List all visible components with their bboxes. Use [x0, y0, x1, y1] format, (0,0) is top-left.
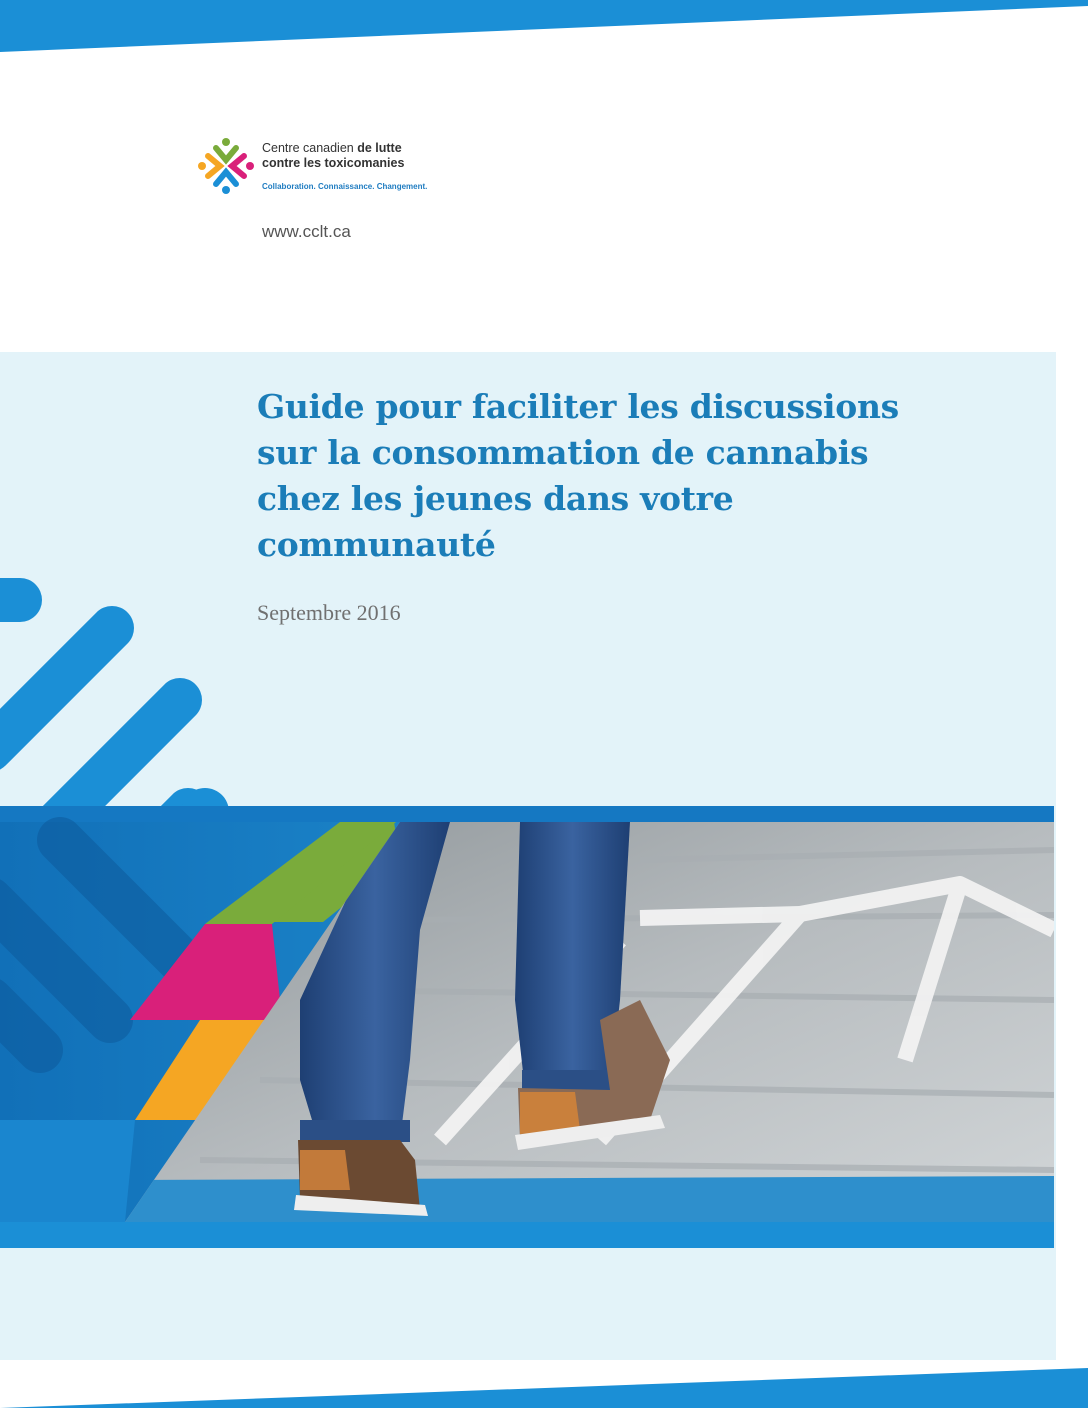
- publication-date: Septembre 2016: [257, 600, 401, 625]
- title-line: Guide pour faciliter les discussions: [257, 387, 899, 426]
- org-name-line1: Centre canadien de lutte: [262, 141, 402, 155]
- bottom-decorative-stripe: [0, 1360, 1088, 1408]
- title-line: chez les jeunes dans votre: [257, 479, 734, 518]
- org-tagline: Collaboration. Connaissance. Changement.: [262, 182, 428, 191]
- document-title: [257, 384, 977, 568]
- website-link[interactable]: www.cclt.ca: [262, 222, 351, 241]
- org-name-line2: contre les toxicomanies: [262, 156, 405, 170]
- cclt-logo-icon: [196, 136, 256, 196]
- title-line: sur la consommation de cannabis: [257, 433, 869, 472]
- title-line: communauté: [257, 525, 496, 564]
